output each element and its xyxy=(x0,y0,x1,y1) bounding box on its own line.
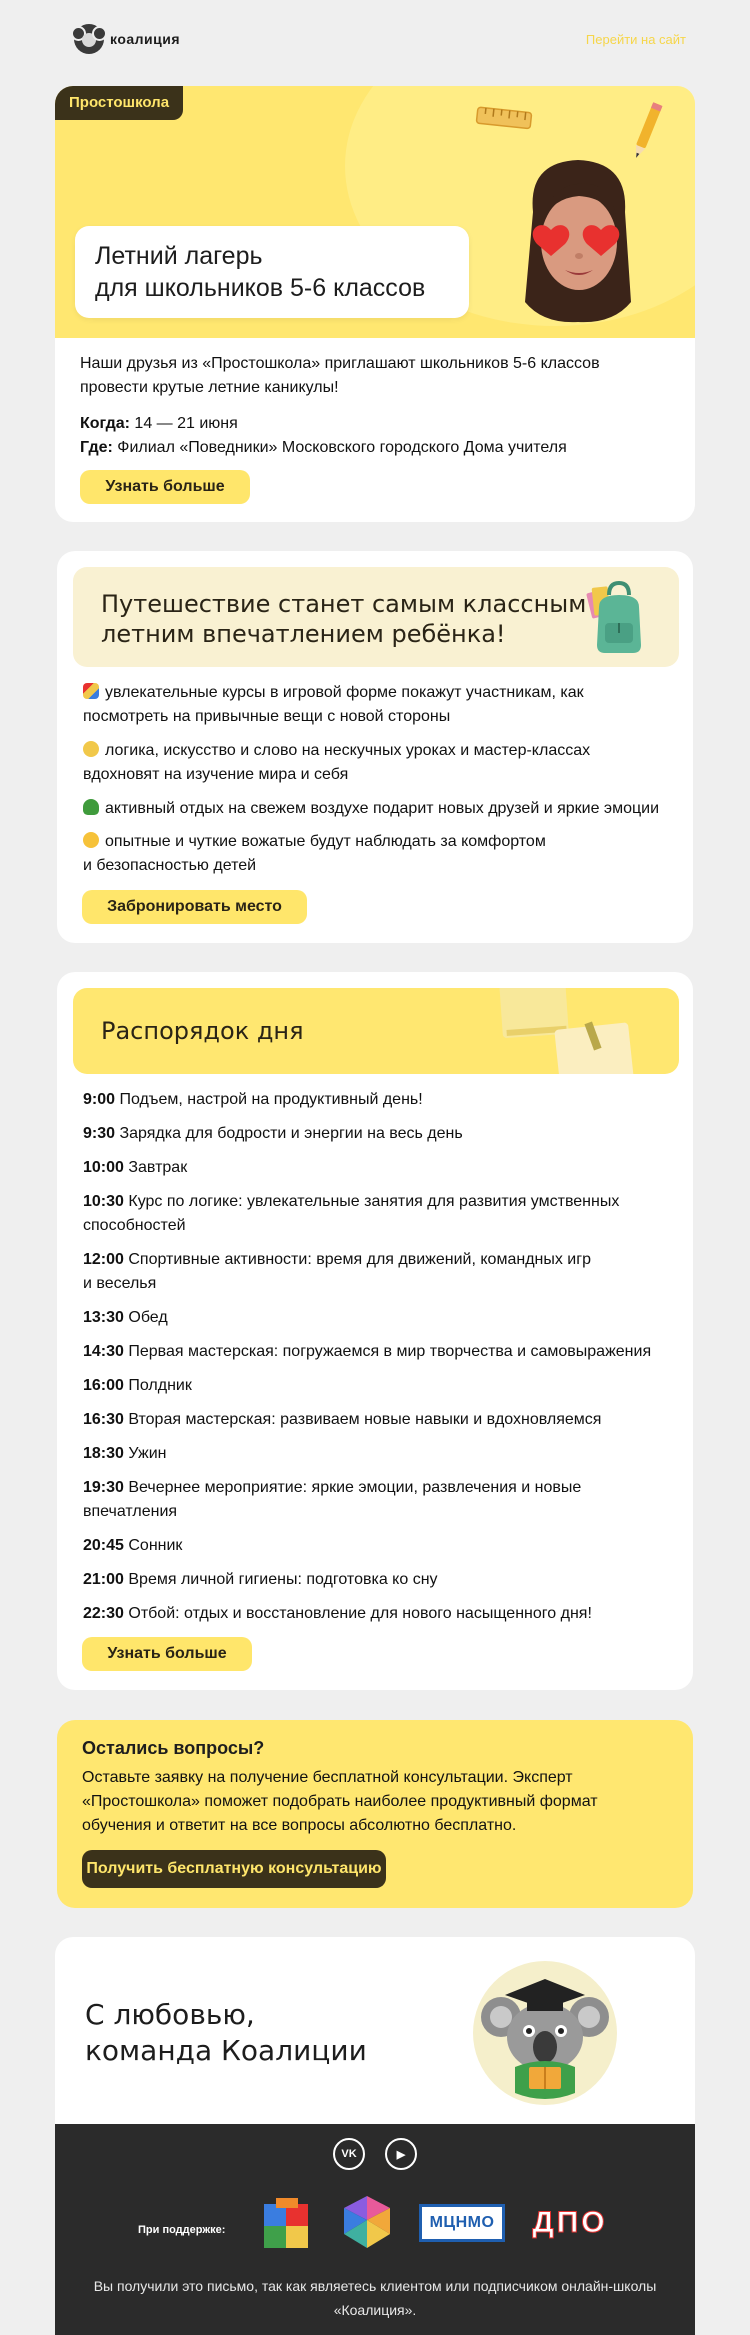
schedule-time: 20:45 xyxy=(83,1537,124,1554)
schedule-text-continued: способностей xyxy=(83,1217,186,1234)
schedule-item xyxy=(83,1340,663,1364)
schedule-time: 21:00 xyxy=(83,1571,124,1588)
bullet-2-line1: логика, искусство и слово на нескучных уроках и мастер-классах xyxy=(105,742,591,759)
travel-bullet-4 xyxy=(83,830,663,878)
camp-intro-line1: Наши друзья из «Простошкола» приглашают школьников 5-6 классов xyxy=(80,355,600,372)
book-place-button[interactable]: Забронировать место xyxy=(82,890,307,924)
schedule-item xyxy=(83,1568,663,1592)
schedule-item xyxy=(83,1442,663,1466)
travel-title-line2: летним впечатлением ребёнка! xyxy=(101,620,506,648)
questions-title: Остались вопросы? xyxy=(82,1738,265,1758)
signature-line2: команда Коалиции xyxy=(85,2034,367,2067)
ruler-icon xyxy=(475,104,535,132)
schedule-item xyxy=(83,1156,663,1180)
schedule-time: 14:30 xyxy=(83,1343,124,1360)
hugging-face-emoji-icon xyxy=(83,832,99,848)
vk-icon[interactable]: VK xyxy=(333,2138,365,2170)
school-badge: Простошкола xyxy=(55,86,183,120)
koala-graduate-icon xyxy=(471,1959,619,2107)
camp-card xyxy=(55,86,695,522)
schedule-item xyxy=(83,1408,663,1432)
schedule-time: 10:00 xyxy=(83,1159,124,1176)
koala-logo-icon xyxy=(74,24,104,54)
schedule-text: Обед xyxy=(123,1309,168,1326)
dpo-text: ДПО xyxy=(532,2206,608,2239)
free-consultation-button[interactable]: Получить бесплатную консультацию xyxy=(82,1850,386,1888)
schedule-learn-more-button[interactable]: Узнать больше xyxy=(82,1637,252,1671)
partner-star-logo-icon xyxy=(338,2194,396,2252)
schedule-time: 18:30 xyxy=(83,1445,124,1462)
schedule-item xyxy=(83,1374,663,1398)
camp-intro xyxy=(80,352,680,400)
schedule-item xyxy=(83,1476,663,1524)
schedule-item xyxy=(83,1190,663,1238)
bullet-4-line1: опытные и чуткие вожатые будут наблюдать за комфортом xyxy=(105,833,546,850)
schedule-item xyxy=(83,1122,663,1146)
travel-head xyxy=(73,567,679,667)
travel-title xyxy=(101,589,586,649)
camp-where xyxy=(80,436,680,460)
bullet-1-line1: увлекательные курсы в игровой форме покажут участникам, как xyxy=(105,684,584,701)
schedule-time: 16:30 xyxy=(83,1411,124,1428)
partner-mcnmo-logo xyxy=(419,2204,505,2242)
where-value: Филиал «Поведники» Московского городского Дома учителя xyxy=(112,439,567,456)
travel-bullet-1 xyxy=(83,681,663,729)
schedule-time: 9:00 xyxy=(83,1091,116,1108)
camp-title-line2: для школьников 5-6 классов xyxy=(95,274,426,302)
schedule-item xyxy=(83,1088,663,1112)
partner-cube-logo-icon xyxy=(260,2196,316,2252)
footer-note xyxy=(75,2274,675,2322)
logo-text: коалиция xyxy=(110,31,181,47)
schedule-text: Отбой: отдых и восстановление для нового насыщенного дня! xyxy=(123,1605,592,1622)
questions-card xyxy=(57,1720,693,1908)
go-to-site-link[interactable]: Перейти на сайт xyxy=(585,32,686,47)
schedule-text-continued: и веселья xyxy=(83,1275,157,1292)
learn-more-button[interactable]: Узнать больше xyxy=(80,470,250,504)
travel-bullet-3 xyxy=(83,797,663,821)
schedule-time: 13:30 xyxy=(83,1309,124,1326)
schedule-text: Время личной гигиены: подготовка ко сну xyxy=(123,1571,438,1588)
schedule-time: 16:00 xyxy=(83,1377,124,1394)
schedule-text: Спортивные активности: время для движений, командных игр xyxy=(123,1251,591,1268)
signature-line1: С любовью, xyxy=(85,1998,255,2031)
schedule-text: Вторая мастерская: развиваем новые навыки и вдохновляемся xyxy=(123,1411,602,1428)
girl-heart-eyes-icon xyxy=(513,152,643,328)
schedule-time: 22:30 xyxy=(83,1605,124,1622)
bullet-4-line2: и безопасностью детей xyxy=(83,857,257,874)
schedule-text: Вечернее мероприятие: яркие эмоции, развлечения и новые xyxy=(123,1479,582,1496)
schedule-text: Зарядка для бодрости и энергии на весь день xyxy=(115,1125,463,1142)
schedule-text: Подъем, настрой на продуктивный день! xyxy=(115,1091,423,1108)
notebooks-icon xyxy=(497,988,637,1074)
schedule-time: 19:30 xyxy=(83,1479,124,1496)
when-label: Когда: xyxy=(80,415,130,432)
schedule-item xyxy=(83,1306,663,1330)
schedule-text: Сонник xyxy=(123,1537,183,1554)
email-footer xyxy=(55,2124,695,2335)
koalition-link[interactable]: «Коалиция» xyxy=(333,2302,413,2318)
koalition-logo[interactable] xyxy=(74,24,180,54)
schedule-title: Распорядок дня xyxy=(101,1017,304,1045)
email-header xyxy=(70,22,686,58)
signature-text xyxy=(85,1997,367,2069)
camp-when xyxy=(80,412,680,436)
questions-text xyxy=(82,1766,682,1838)
travel-title-line1: Путешествие станет самым классным xyxy=(101,590,587,618)
bullet-1-line2: посмотреть на привычные вещи с новой стороны xyxy=(83,708,451,725)
questions-line1: Оставьте заявку на получение бесплатной консультации. Эксперт xyxy=(82,1769,573,1786)
bullet-2-line2: вдохновят на изучение мира и себя xyxy=(83,766,349,783)
youtube-icon[interactable]: ▶ xyxy=(385,2138,417,2170)
camp-hero xyxy=(55,86,695,338)
kite-emoji-icon xyxy=(83,683,99,699)
schedule-time: 12:00 xyxy=(83,1251,124,1268)
schedule-time: 9:30 xyxy=(83,1125,116,1142)
footer-note-text: Вы получили это письмо, так как являетесь клиентом или подписчиком xyxy=(93,2278,562,2294)
support-label: При поддержке: xyxy=(138,2224,226,2236)
questions-line2: «Простошкола» поможет подобрать наиболее продуктивный формат xyxy=(82,1793,598,1810)
bullet-3-line1: активный отдых на свежем воздухе подарит новых друзей и яркие эмоции xyxy=(105,800,660,817)
camp-intro-line2: провести крутые летние каникулы! xyxy=(80,379,339,396)
camp-title-box xyxy=(75,226,469,318)
schedule-text: Полдник xyxy=(123,1377,192,1394)
when-value: 14 — 21 июня xyxy=(129,415,238,432)
schedule-text: Завтрак xyxy=(123,1159,188,1176)
backpack-icon xyxy=(585,577,649,655)
partner-dpo-logo xyxy=(524,2204,616,2242)
tree-emoji-icon xyxy=(83,799,99,815)
schedule-head xyxy=(73,988,679,1074)
schedule-text: Первая мастерская: погружаемся в мир творчества и самовыражения xyxy=(123,1343,652,1360)
footer-note-end: . xyxy=(412,2302,417,2318)
mcnmo-text: МЦНМО xyxy=(429,2214,495,2231)
schedule-card xyxy=(57,972,693,1690)
online-school-link[interactable]: онлайн-школы xyxy=(561,2278,657,2294)
schedule-time: 10:30 xyxy=(83,1193,124,1210)
schedule-text: Курс по логике: увлекательные занятия для развития умственных xyxy=(123,1193,620,1210)
schedule-item xyxy=(83,1602,663,1626)
schedule-text: Ужин xyxy=(123,1445,167,1462)
questions-line3: обучения и ответит на все вопросы абсолютно бесплатно. xyxy=(82,1817,517,1834)
schedule-item xyxy=(83,1534,663,1558)
schedule-item xyxy=(83,1248,663,1296)
travel-bullet-2 xyxy=(83,739,663,787)
schedule-text-continued: впечатления xyxy=(83,1503,178,1520)
signature-card xyxy=(55,1937,695,2137)
where-label: Где: xyxy=(80,439,113,456)
juggler-emoji-icon xyxy=(83,741,99,757)
camp-title-line1: Летний лагерь xyxy=(95,242,263,270)
travel-card xyxy=(57,551,693,943)
camp-title xyxy=(95,240,425,304)
